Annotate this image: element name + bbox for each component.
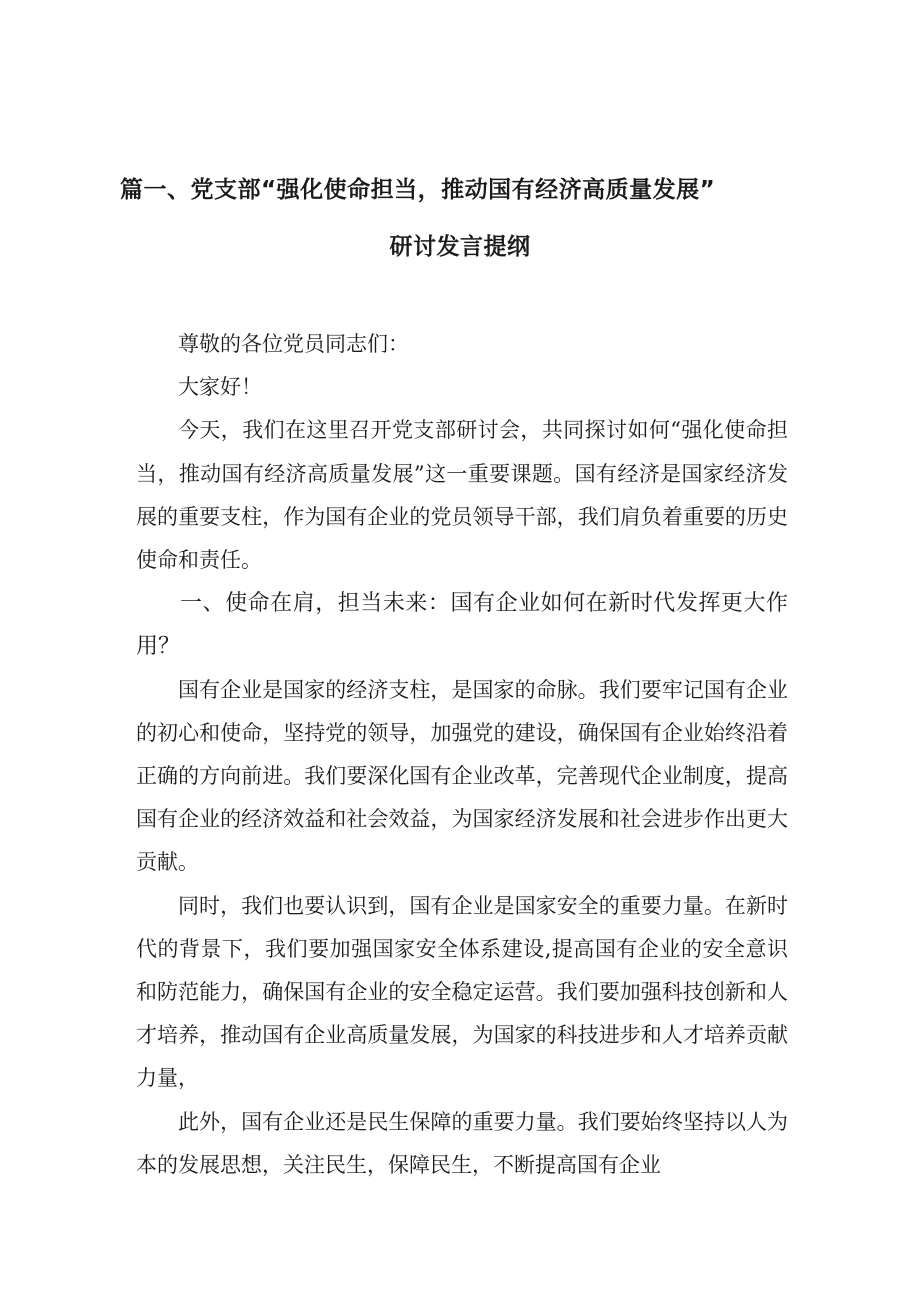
document-title-line2: 研讨发言提纲 <box>389 234 531 260</box>
document-body <box>136 323 788 1187</box>
greeting: 大家好！ <box>178 375 262 400</box>
section1-paragraph-1: 国有企业是国家的经济支柱，是国家的命脉。我们要牢记国有企业的初心和使命，坚持党的领导，加强党的建设，确保国有企业始终沿着正确的方向前进。我们要深化国有企业改革，完善现代企业制度，提高国有企业的经济效益和社会效益，为国家经济发展和社会进步作出更大贡献。 <box>136 677 788 875</box>
salutation: 尊敬的各位党员同志们： <box>178 332 409 356</box>
intro-paragraph: 今天，我们在这里召开党支部研讨会，共同探讨如何“强化使命担当，推动国有经济高质量发展”这一重要课题。国有经济是国家经济发展的重要支柱，作为国有企业的党员领导干部，我们肩负着重要的历史使命和责任。 <box>136 418 788 573</box>
section-heading-1: 一、使命在肩，担当未来：国有企业如何在新时代发挥更大作用？ <box>136 591 788 660</box>
section1-paragraph-3: 此外，国有企业还是民生保障的重要力量。我们要始终坚持以人为本的发展思想，关注民生，保障民生，不断提高国有企业 <box>136 1109 788 1177</box>
document-title-line1: 篇一、党支部“强化使命担当，推动国有经济高质量发展” <box>120 177 716 203</box>
section1-paragraph-2: 同时，我们也要认识到，国有企业是国家安全的重要力量。在新时代的背景下，我们要加强国家安全体系建设,提高国有企业的安全意识和防范能力，确保国有企业的安全稳定运营。我们要加强科技创新和人才培养，推动国有企业高质量发展，为国家的科技进步和人才培养贡献力量， <box>136 893 788 1091</box>
